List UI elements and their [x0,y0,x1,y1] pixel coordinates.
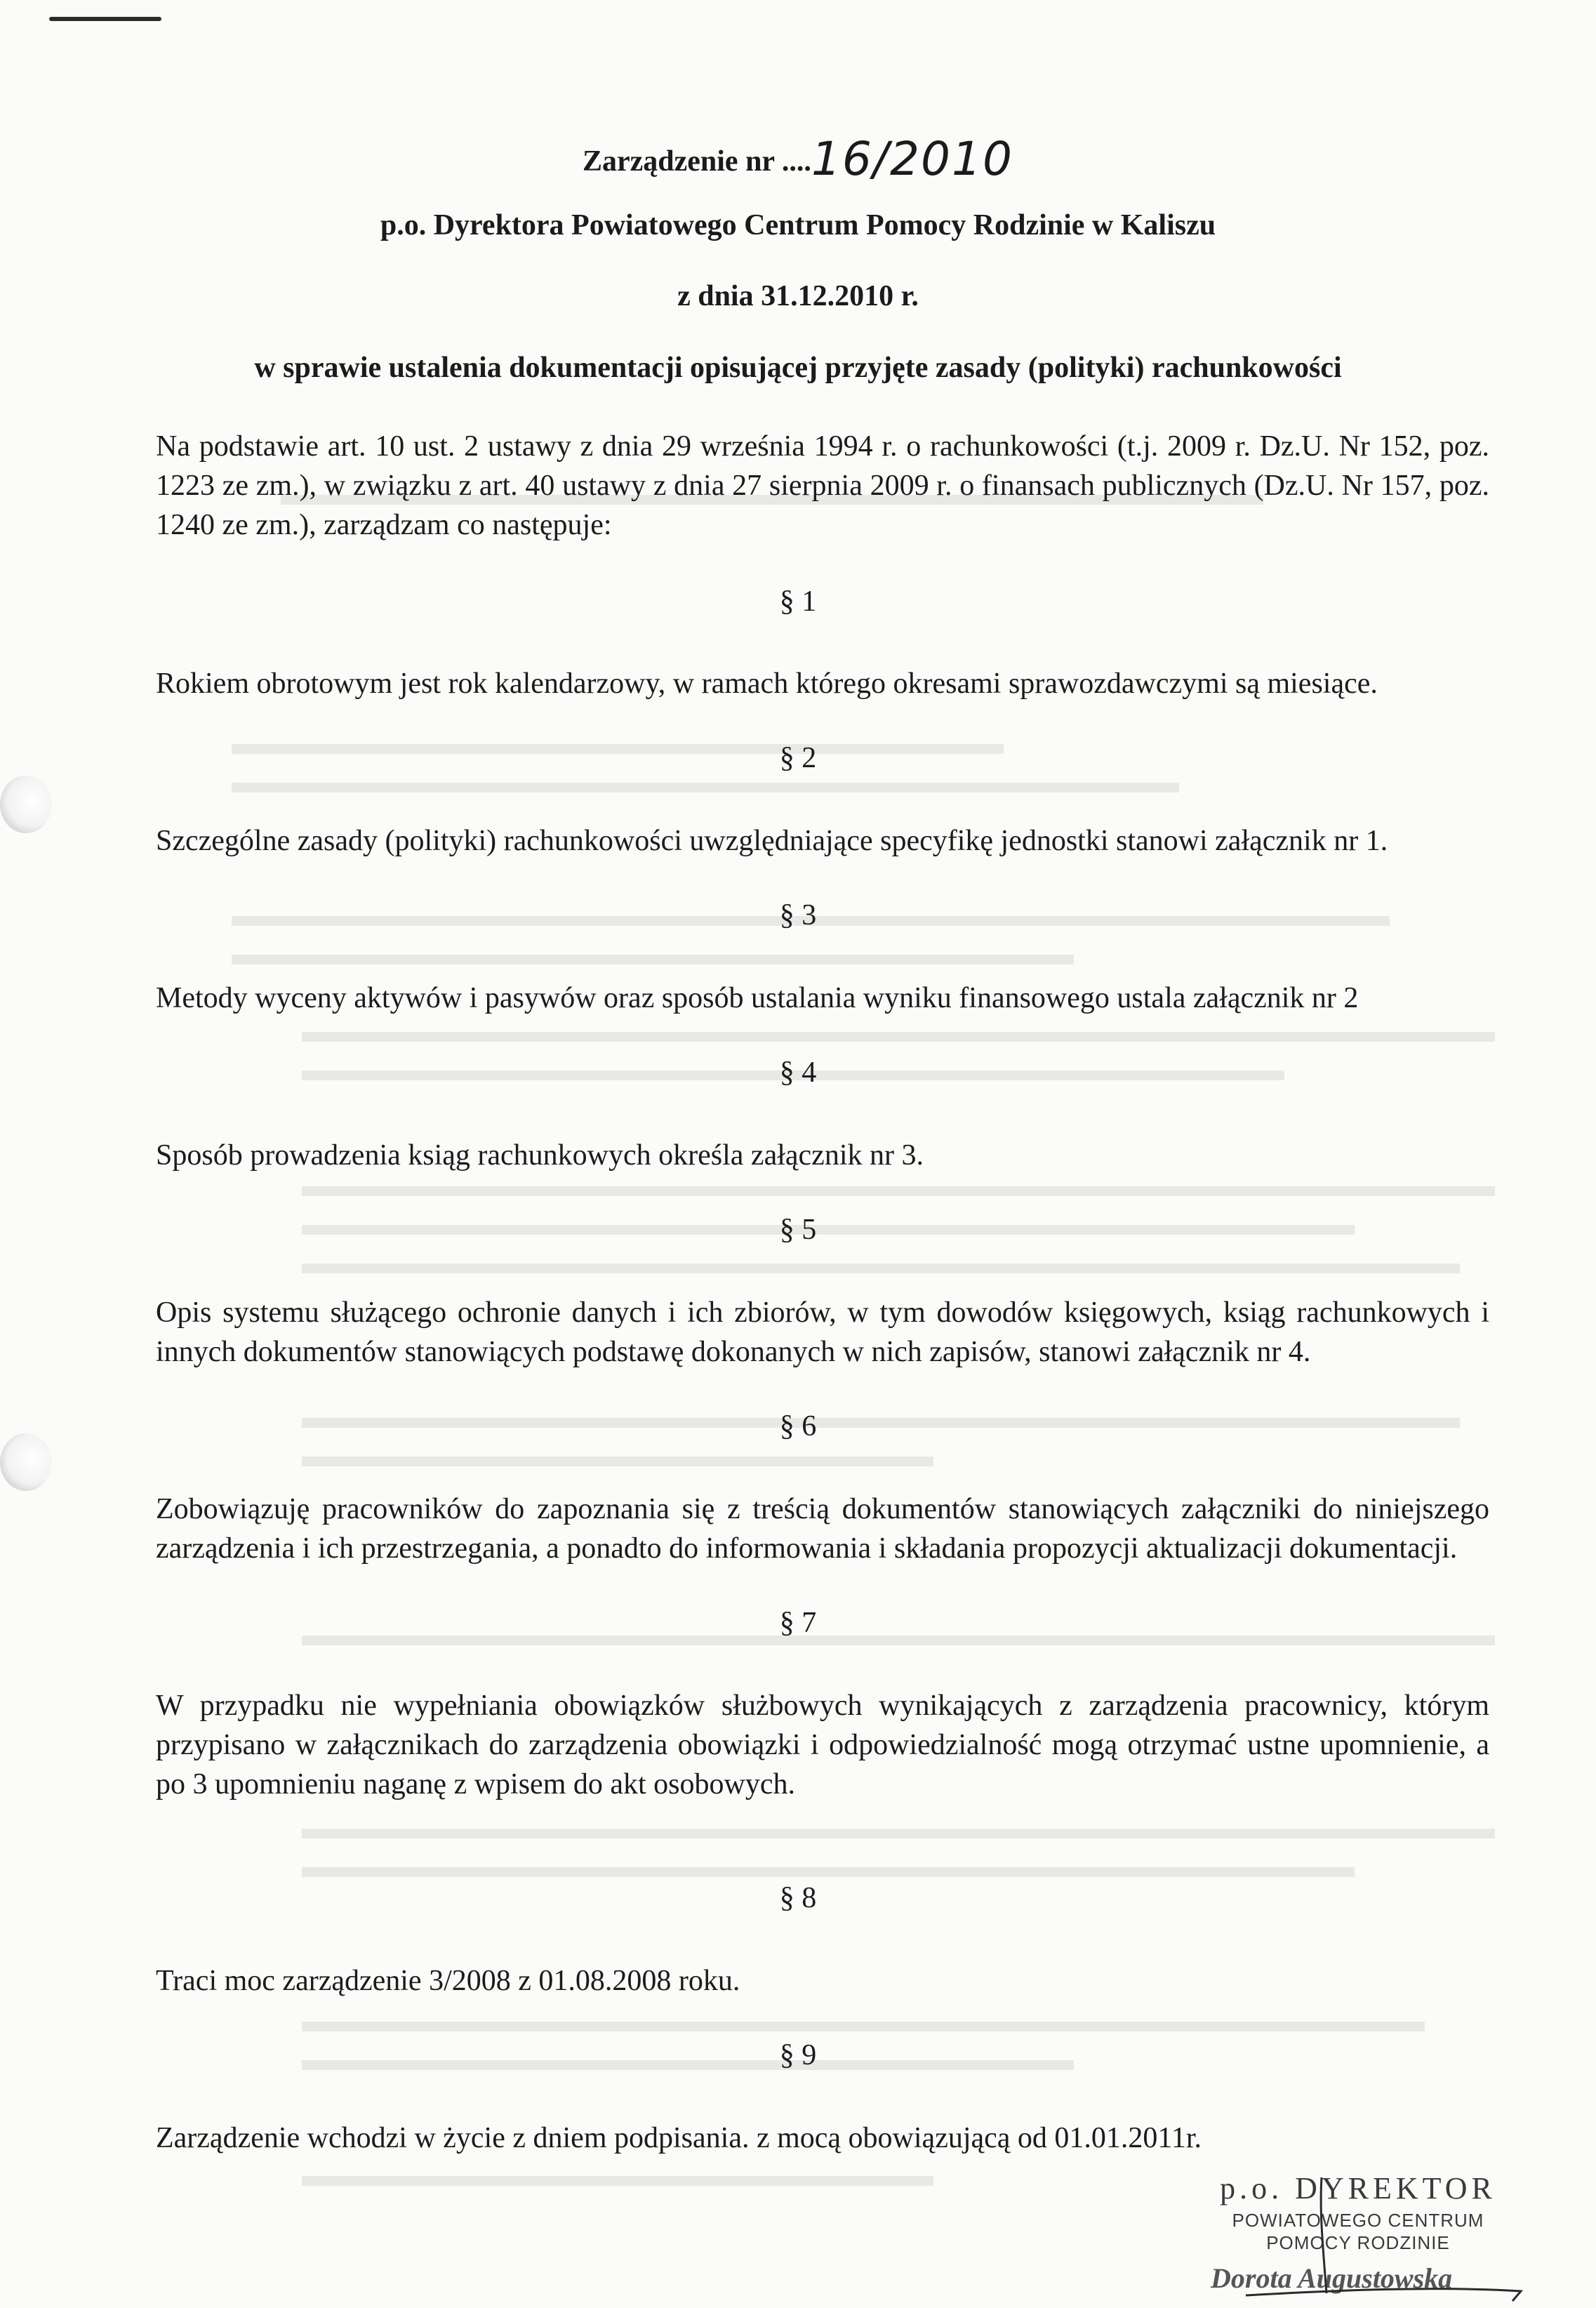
stamp-line-3: POMOCY RODZINIE [1266,2232,1450,2253]
section-text: Zarządzenie wchodzi w życie z dniem podpisania. z mocą obowiązującą od 01.01.2011r. [156,2122,1202,2154]
section-text: Zobowiązuję pracowników do zapoznania się z treścią dokumentów stanowiących załączniki do niniejszego zarządzenia i ich przestrzegania, a ponadto do informowania i składania propozycji aktualizacji dokumentacji. [156,1493,1489,1565]
preamble-paragraph: Na podstawie art. 10 ust. 2 ustawy z dnia 29 września 1994 r. o rachunkowości (t.j. 2009 r. Dz.U. Nr 152, poz. 1223 ze zm.), w związku z art. 40 ustawy z dnia 27 sierpnia 2009 r. o finansach publicznych (Dz.U. Nr 157, poz. 1240 ze zm.), zarządzam co następuje: [156,430,1489,541]
section-text: Metody wyceny aktywów i pasywów oraz sposób ustalania wyniku finansowego ustala załącznik nr 2 [156,982,1359,1014]
section-marker: § 5 [779,1214,817,1246]
section-marker: § 3 [779,899,817,931]
section-marker: § 4 [779,1056,817,1089]
punch-hole-upper [0,776,52,833]
section-text: Sposób prowadzenia ksiąg rachunkowych określa załącznik nr 3. [156,1139,924,1172]
document-title [0,132,1596,186]
handwritten-signature-stroke [1204,2170,1534,2304]
title-dots: .... [781,145,811,178]
section-text: Rokiem obrotowym jest rok kalendarzowy, w ramach którego okresami sprawozdawczymi są miesiące. [156,668,1378,700]
stamp-line-2: POWIATOWEGO CENTRUM [1232,2210,1484,2231]
section-text: Szczególne zasady (polityki) rachunkowości uwzględniające specyfikę jednostki stanowi załącznik nr 1. [156,825,1388,857]
section-marker: § 8 [779,1882,817,1914]
title-prefix: Zarządzenie nr [582,145,775,178]
section-marker: § 7 [779,1607,817,1639]
stamp-title: p.o. DYREKTOR [1220,2171,1496,2206]
section-text: Opis systemu służącego ochronie danych i ich zbiorów, w tym dowodów księgowych, ksiąg rachunkowych i innych dokumentów stanowiących podstawę dokonanych w nich zapisów, stanowi załącznik nr 4. [156,1296,1489,1368]
section-text: W przypadku nie wypełniania obowiązków służbowych wynikających z zarządzenia pracownicy, którym przypisano w załącznikach do zarządzenia obowiązki i odpowiedzialność mogą otrzymać ustne upomnienie, a po 3 upomnieniu naganę z wpisem do akt osobowych. [156,1690,1489,1800]
section-marker: § 2 [779,742,817,774]
section-text: Traci moc zarządzenie 3/2008 z 01.08.2008 roku. [156,1965,740,1997]
section-marker: § 9 [779,2039,817,2071]
handwritten-document-number: 16/2010 [811,132,1014,186]
director-stamp [1204,2170,1534,2297]
date-line: z dnia 31.12.2010 r. [677,280,919,312]
stamp-signature-name: Dorota Augustowska [1211,2262,1453,2294]
section-marker: § 1 [779,585,817,618]
subject-line: w sprawie ustalenia dokumentacji opisującej przyjęte zasady (polityki) rachunkowości [254,352,1342,384]
section-marker: § 6 [779,1410,817,1442]
scan-mark [49,17,161,21]
issuer-line: p.o. Dyrektora Powiatowego Centrum Pomocy Rodzinie w Kaliszu [380,209,1216,241]
